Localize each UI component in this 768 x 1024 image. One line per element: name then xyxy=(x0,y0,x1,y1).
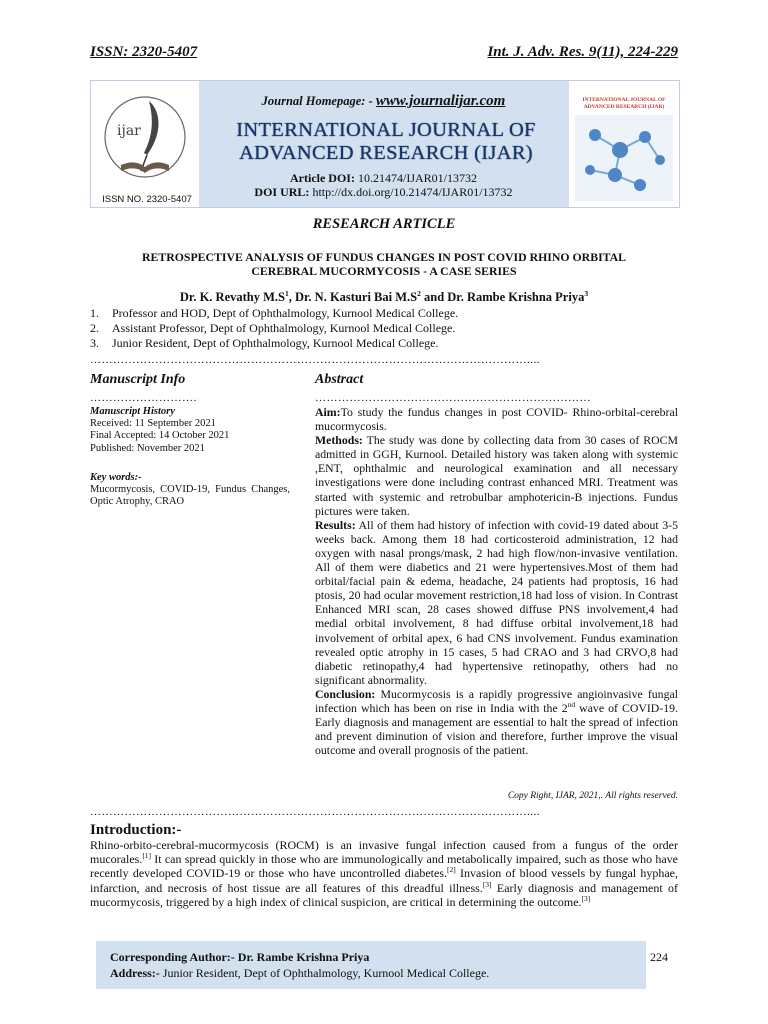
intro-text-2: It can spread quickly in those who are immunologically and metabolically impaired, such as those who have recently developed COVID-19 or those who have uncontrolled diabetes. xyxy=(90,852,678,881)
article-title-line2: CEREBRAL MUCORMYCOSIS - A CASE SERIES xyxy=(251,264,517,278)
author-2: Dr. N. Kasturi Bai M.S xyxy=(295,290,418,304)
keywords xyxy=(90,472,290,509)
citation-ref[interactable]: [3] xyxy=(482,879,492,889)
copyright: Copy Right, IJAR, 2021,. All rights reserved. xyxy=(507,791,678,801)
methods-label: Methods: xyxy=(315,433,363,448)
conclusion-label: Conclusion: xyxy=(315,686,376,701)
conclusion-text-end: wave of COVID-19. Early diagnosis and management are essential to halt the spread of infection and prevent diminution of vision and therefore, further improve the visual outcome and overall prognosis of the patient. xyxy=(315,700,678,758)
intro-text-1: Rhino-orbito-cerebral-mucormycosis (ROCM) is an invasive fungal infection caused from a fungus of the order mucorales. xyxy=(90,838,678,867)
journal-title-line1: INTERNATIONAL JOURNAL OF xyxy=(236,119,536,141)
affiliation-text: Assistant Professor, Dept of Ophthalmology, Kurnool Medical College. xyxy=(112,321,456,335)
corresponding-address xyxy=(110,966,489,981)
intro-text-3: Invasion of blood vessels by fungal hyphae, infarction, and necrosis of host tissue are all features of this dreadful illness. xyxy=(90,866,678,895)
manuscript-history xyxy=(90,406,290,455)
abstract-aim xyxy=(315,405,678,433)
issn-text: ISSN: 2320-5407 xyxy=(90,44,198,60)
abstract-dots: ……………………………………………………………… xyxy=(315,392,591,404)
journal-title xyxy=(203,119,569,165)
author-sep-1: , xyxy=(288,290,295,304)
page-number: 224 xyxy=(650,950,668,964)
author-3-sup: 3 xyxy=(584,288,589,298)
cover-title: INTERNATIONAL JOURNAL OF ADVANCED RESEARCH (IJAR) xyxy=(582,97,666,110)
logo-text: ijar xyxy=(117,123,141,139)
abstract-heading: Abstract xyxy=(315,372,364,387)
author-list xyxy=(90,290,678,305)
manuscript-dots: ………………………. xyxy=(90,392,197,404)
aim-label: Aim: xyxy=(315,405,341,419)
results-text: All of them had history of infection with covid-19 dated about 3-5 weeks back. Among them 18 had corticosteroid administration, 12 had oxygen with nasal prongs/mask, 2 had high flow/non-invasive ventilation. All of them were diabetics and 21 were hypertensives.Most of them had orbital/facial pain & edema, headache, 24 patients had proptosis, 16 had ptosis, 20 had ocular movement restriction,18 had loss of vision. In Contrast Enhanced MRI scan, 28 cases showed diffuse PNS involvement,4 had medial orbital involvement, 8 had diffuse orbital involvement,18 had involvement of orbital apex, 6 had CNS involvement. Fundus examination revealed optic atrophy in 15 cases, 5 had CRAO and 3 had CRVO,8 had diabetic retinopathy,4 had hypertensive retinopathy, others had no significant abnormality. xyxy=(315,517,678,687)
doi-url-label: DOI URL: xyxy=(254,185,310,199)
affiliation-number: 3. xyxy=(90,336,99,350)
published-date: Published: November 2021 xyxy=(90,442,205,454)
intro-text-4: Early diagnosis and management of mucormycosis, triggered by a high index of clinical suspicion, are critical in determining the outcome. xyxy=(90,880,679,909)
journal-cover-image xyxy=(569,81,679,207)
author-3: Dr. Rambe Krishna Priya xyxy=(447,290,585,304)
conclusion-text: Mucormycosis is a rapidly progressive angioinvasive fungal infection which has been on rise in India with the 2 xyxy=(315,686,678,715)
results-label: Results: xyxy=(315,517,356,532)
history-label: Manuscript History xyxy=(90,406,175,417)
affiliation-item xyxy=(90,321,678,336)
doi-value: 10.21474/IJAR01/13732 xyxy=(357,171,477,185)
doi-url-link[interactable]: http://dx.doi.org/10.21474/IJAR01/13732 xyxy=(312,185,513,199)
affiliation-item xyxy=(90,306,678,321)
doi-label: Article DOI: xyxy=(290,171,355,185)
keywords-text: Mucormycosis, COVID-19, Fundus Changes, Optic Atrophy, CRAO xyxy=(90,484,290,508)
journal-title-line2: ADVANCED RESEARCH (IJAR) xyxy=(239,142,533,164)
abstract-methods xyxy=(315,433,678,518)
conclusion-sup: nd xyxy=(567,700,576,710)
homepage-label: Journal Homepage: - xyxy=(261,94,376,108)
corresponding-author-box xyxy=(96,941,646,989)
article-type: RESEARCH ARTICLE xyxy=(312,216,456,232)
received-date: Received: 11 September 2021 xyxy=(90,418,216,430)
journal-banner xyxy=(90,80,680,208)
affiliation-number: 1. xyxy=(90,306,99,320)
journal-logo xyxy=(91,81,199,207)
manuscript-info-heading: Manuscript Info xyxy=(90,372,186,387)
separator-dots: …………………………………………………………………………………………………….... xyxy=(90,354,540,366)
introduction-heading: Introduction:- xyxy=(90,822,182,838)
abstract-conclusion xyxy=(315,687,678,757)
author-1: Dr. K. Revathy M.S xyxy=(179,290,285,304)
molecule-graphic-icon xyxy=(575,115,673,201)
citation-ref[interactable]: [2] xyxy=(447,865,456,875)
affiliation-list xyxy=(90,306,678,351)
homepage-line xyxy=(211,93,556,110)
address-label: Address:- xyxy=(110,966,160,980)
article-title xyxy=(110,250,658,278)
citation-ref[interactable]: [1] xyxy=(142,851,152,861)
separator-dots-2: …………………………………………………………………………………………………….... xyxy=(90,806,540,818)
aim-text: To study the fundus changes in post COVID- Rhino-orbital-cerebral mucormycosis. xyxy=(315,405,678,434)
logo-issn: ISSN NO. 2320-5407 xyxy=(102,194,192,205)
article-title-line1: RETROSPECTIVE ANALYSIS OF FUNDUS CHANGES IN POST COVID RHINO ORBITAL xyxy=(141,250,627,264)
homepage-link[interactable]: www.journalijar.com xyxy=(375,93,506,109)
running-header xyxy=(90,44,678,61)
corresponding-author: Corresponding Author:- Dr. Rambe Krishna Priya xyxy=(110,950,370,964)
accepted-date: Final Accepted: 14 October 2021 xyxy=(90,430,230,442)
methods-text: The study was done by collecting data from 30 cases of ROCM admitted in GGH, Kurnool. Detailed history was taken along with systemic ,ENT, ophthalmic and neurological examination and all necessary investigations were done including contrast enhanced MRI. Treatment was started with systemic and retrobulbar amphotericin-B injections. Fundus pictures were taken. xyxy=(315,433,678,518)
address-text: Junior Resident, Dept of Ophthalmology, Kurnool Medical College. xyxy=(159,966,490,980)
abstract-results xyxy=(315,518,678,687)
abstract-body xyxy=(315,405,678,757)
affiliation-item xyxy=(90,336,678,351)
quill-logo-icon xyxy=(91,81,199,207)
citation-text: Int. J. Adv. Res. 9(11), 224-229 xyxy=(487,44,678,60)
doi-block xyxy=(211,171,556,199)
affiliation-text: Professor and HOD, Dept of Ophthalmology, Kurnool Medical College. xyxy=(112,306,459,320)
author-2-sup: 2 xyxy=(417,288,421,298)
introduction-paragraph xyxy=(90,838,678,909)
author-1-sup: 1 xyxy=(285,288,289,298)
affiliation-text: Junior Resident, Dept of Ophthalmology, Kurnool Medical College. xyxy=(112,336,439,350)
affiliation-number: 2. xyxy=(90,321,99,335)
citation-ref[interactable]: [3] xyxy=(581,893,591,903)
keywords-label: Key words:- xyxy=(90,472,142,483)
author-sep-2: and xyxy=(420,290,448,304)
